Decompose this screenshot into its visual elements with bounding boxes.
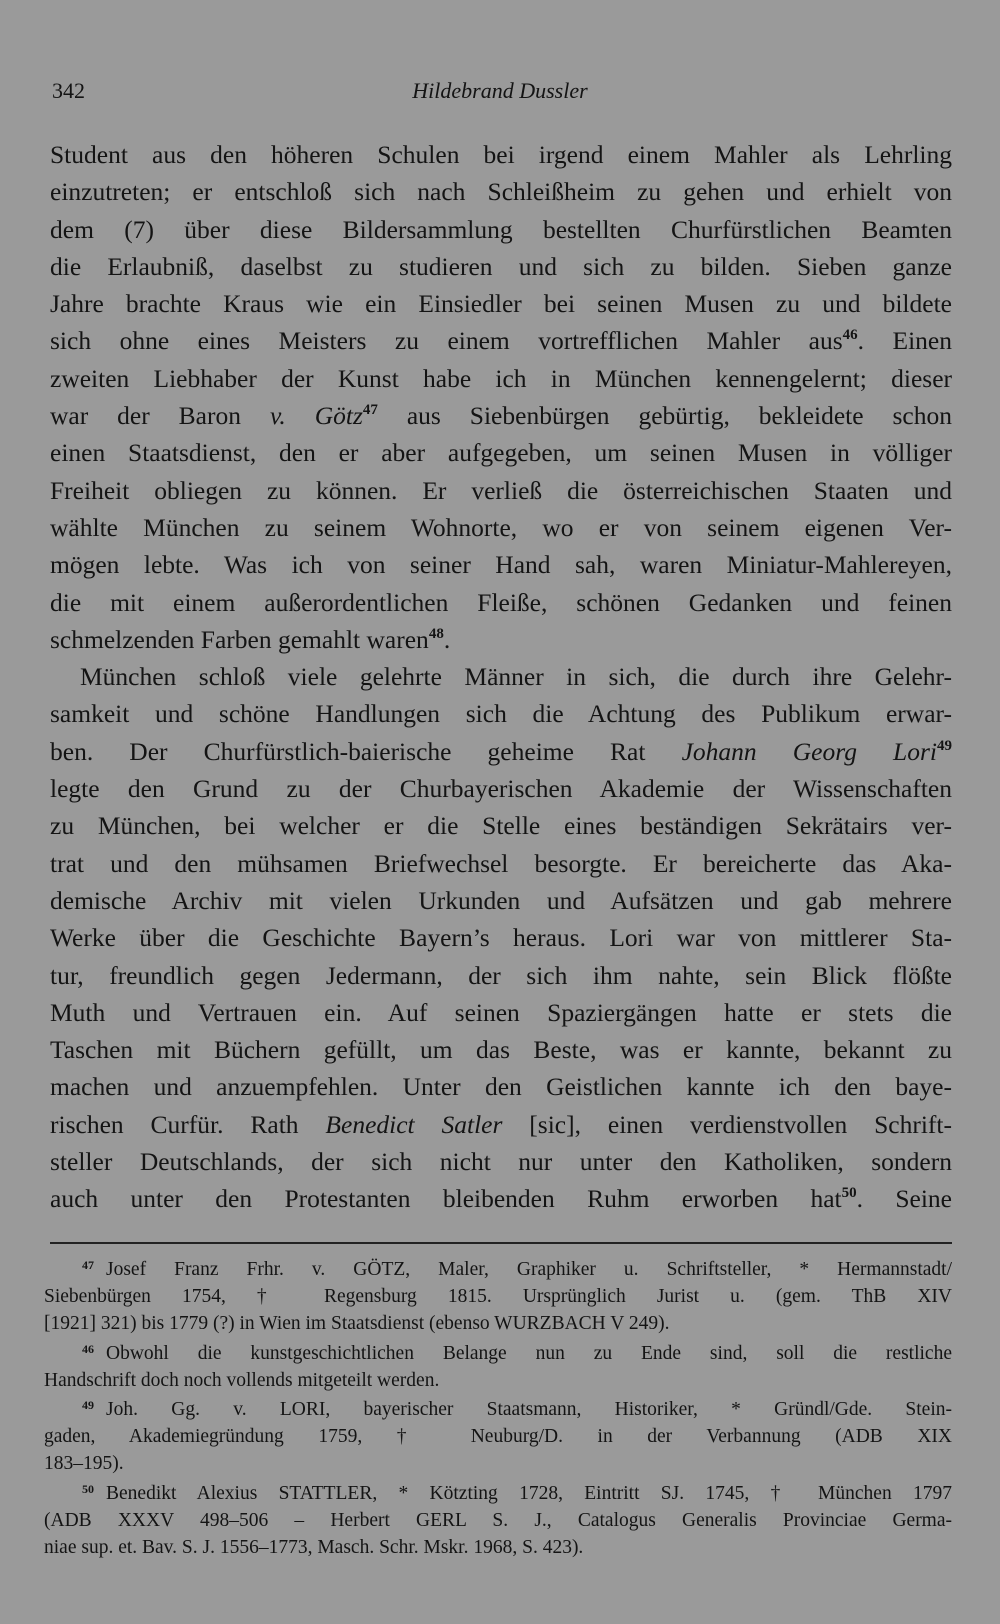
text-span: schmelzenden Farben gemahlt waren — [50, 624, 429, 654]
text-span: . Einen — [857, 326, 953, 356]
italic-text: v. — [269, 401, 286, 431]
text-line: dem (7) über diese Bildersammlung bestellten Churfürstlichen Beamten — [50, 214, 952, 244]
text-line: zu München, bei welcher er die Stelle eines beständigen Sekrätairs ver- — [50, 811, 952, 841]
footnote-mark: 47 — [82, 1258, 94, 1272]
text-line: demische Archiv mit vielen Urkunden und Aufsätzen und gab mehrere — [50, 885, 952, 915]
text-span: [sic], einen verdienstvollen Schrift- — [502, 1109, 952, 1139]
page-number: 342 — [52, 78, 85, 103]
footnote-line: 183–195). — [44, 1453, 124, 1475]
text-span: auch unter den Protestanten bleibenden Ruhm erworben hat — [50, 1184, 842, 1214]
text-line: legte den Grund zu der Churbayerischen Akademie der Wissenschaften — [50, 774, 952, 804]
text-span: . — [443, 624, 451, 654]
main-text — [50, 136, 952, 1218]
text-line: Student aus den höheren Schulen bei irgend einem Mahler als Lehrling — [50, 140, 952, 169]
text-line: wählte München zu seinem Wohnorte, wo er von seinem eigenen Ver- — [50, 512, 952, 542]
text-span: aus Siebenbürgen gebürtig, bekleidete schon — [377, 401, 953, 431]
text-line: die mit einem außerordentlichen Fleiße, schönen Gedanken und feinen — [50, 587, 952, 617]
text-line: steller Deutschlands, der sich nicht nur unter den Katholiken, sondern — [50, 1147, 952, 1177]
footnote-line: Obwohl die kunstgeschichtlichen Belange nun zu Ende sind, soll die restliche — [106, 1342, 952, 1364]
text-line — [50, 322, 952, 359]
text-line: einen Staatsdienst, den er aber aufgegeben, um seinen Musen in völliger — [50, 438, 952, 468]
text-line: samkeit und schöne Handlungen sich die Achtung des Publikum erwar- — [50, 699, 952, 729]
text-line: Freiheit obliegen zu können. Er verließ die österreichischen Staaten und — [50, 475, 952, 505]
footnote-line: Benedikt Alexius STATTLER, * Kötzting 1728, Eintritt SJ. 1745, † München 1797 — [106, 1482, 952, 1504]
footnote-49 — [44, 1396, 952, 1478]
footnote-mark: 49 — [82, 1397, 94, 1412]
text-line: Werke über die Geschichte Bayern’s heraus. Lori war von mittlerer Sta- — [50, 923, 952, 953]
text-line: einzutreten; er entschloß sich nach Schleißheim zu gehen und erhielt von — [50, 177, 952, 207]
text-line: zweiten Liebhaber der Kunst habe ich in München kennengelernt; dieser — [50, 363, 952, 393]
text-span: war der Baron — [50, 401, 270, 431]
footnote-reference: 49 — [937, 737, 952, 754]
text-span: rischen Curfür. Rath — [50, 1109, 326, 1139]
text-span: sich ohne eines Meisters zu einem vortrefflichen Mahler aus — [50, 326, 843, 356]
page-header — [52, 78, 948, 108]
footnote-line: (ADB XXXV 498–506 – Herbert GERL S. J., Catalogus Generalis Provinciae Germa- — [44, 1509, 952, 1531]
footnote-line: Josef Franz Frhr. v. GÖTZ, Maler, Graphiker u. Schriftsteller, * Hermannstadt/ — [106, 1259, 952, 1280]
italic-name: Götz — [314, 401, 363, 431]
footnote-mark: 50 — [82, 1481, 94, 1496]
text-span: . Seine — [856, 1184, 953, 1214]
footnote-reference: 46 — [842, 327, 858, 344]
text-line — [50, 733, 952, 770]
footnote-line: Joh. Gg. v. LORI, bayerischer Staatsmann, Historiker, * Gründl/Gde. Stein- — [106, 1398, 952, 1420]
text-line — [50, 397, 952, 434]
footnote-47 — [44, 1256, 952, 1338]
text-line — [50, 621, 952, 658]
text-line: trat und den mühsamen Briefwechsel besorgte. Er bereicherte das Aka- — [50, 848, 952, 878]
text-line: Muth und Vertrauen ein. Auf seinen Spaziergängen hatte er stets die — [50, 997, 952, 1027]
italic-name: Johann Georg Lori — [681, 736, 937, 766]
running-head: Hildebrand Dussler — [412, 78, 588, 103]
footnote-reference: 48 — [428, 625, 444, 642]
text-line: tur, freundlich gegen Jedermann, der sich ihm nahte, sein Blick flößte — [50, 960, 952, 990]
italic-name: Benedict Satler — [325, 1109, 503, 1139]
footnote-line: Siebenbürgen 1754, † Regensburg 1815. Ursprünglich Jurist u. (gem. ThB XIV — [44, 1286, 952, 1308]
footnote-reference: 50 — [841, 1185, 857, 1202]
footnote-50 — [44, 1480, 952, 1562]
footnote-line: niae sup. et. Bav. S. J. 1556–1773, Masch. Schr. Mskr. 1968, S. 423). — [44, 1536, 584, 1558]
text-line — [50, 1106, 952, 1143]
footnote-line: [1921] 321) bis 1779 (?) in Wien im Staatsdienst (ebenso WURZBACH V 249). — [44, 1313, 670, 1335]
footnote-separator — [50, 1242, 952, 1244]
footnote-mark: 46 — [82, 1341, 94, 1356]
text-line: machen und anzuempfehlen. Unter den Geistlichen kannte ich den baye- — [50, 1072, 952, 1102]
text-line: die Erlaubniß, daselbst zu studieren und sich zu bilden. Sieben ganze — [50, 251, 952, 281]
footnote-46 — [44, 1340, 952, 1394]
text-line — [50, 1180, 952, 1217]
footnote-reference: 47 — [362, 402, 378, 419]
footnotes — [44, 1256, 952, 1563]
footnote-line: Handschrift doch noch vollends mitgeteilt werden. — [44, 1369, 440, 1391]
text-span: ben. Der Churfürstlich-baierische geheime Rat — [50, 736, 682, 766]
text-line: Jahre brachte Kraus wie ein Einsiedler bei seinen Musen zu und bildete — [50, 289, 952, 319]
paragraph-first-line: München schloß viele gelehrte Männer in sich, die durch ihre Gelehr- — [80, 662, 952, 692]
text-line: Taschen mit Büchern gefüllt, um das Beste, was er kannte, bekannt zu — [50, 1035, 952, 1065]
footnote-line: gaden, Akademiegründung 1759, † Neuburg/D. in der Verbannung (ADB XIX — [44, 1426, 952, 1448]
text-line: mögen lebte. Was ich von seiner Hand sah, waren Miniatur-Mahlereyen, — [50, 550, 952, 580]
